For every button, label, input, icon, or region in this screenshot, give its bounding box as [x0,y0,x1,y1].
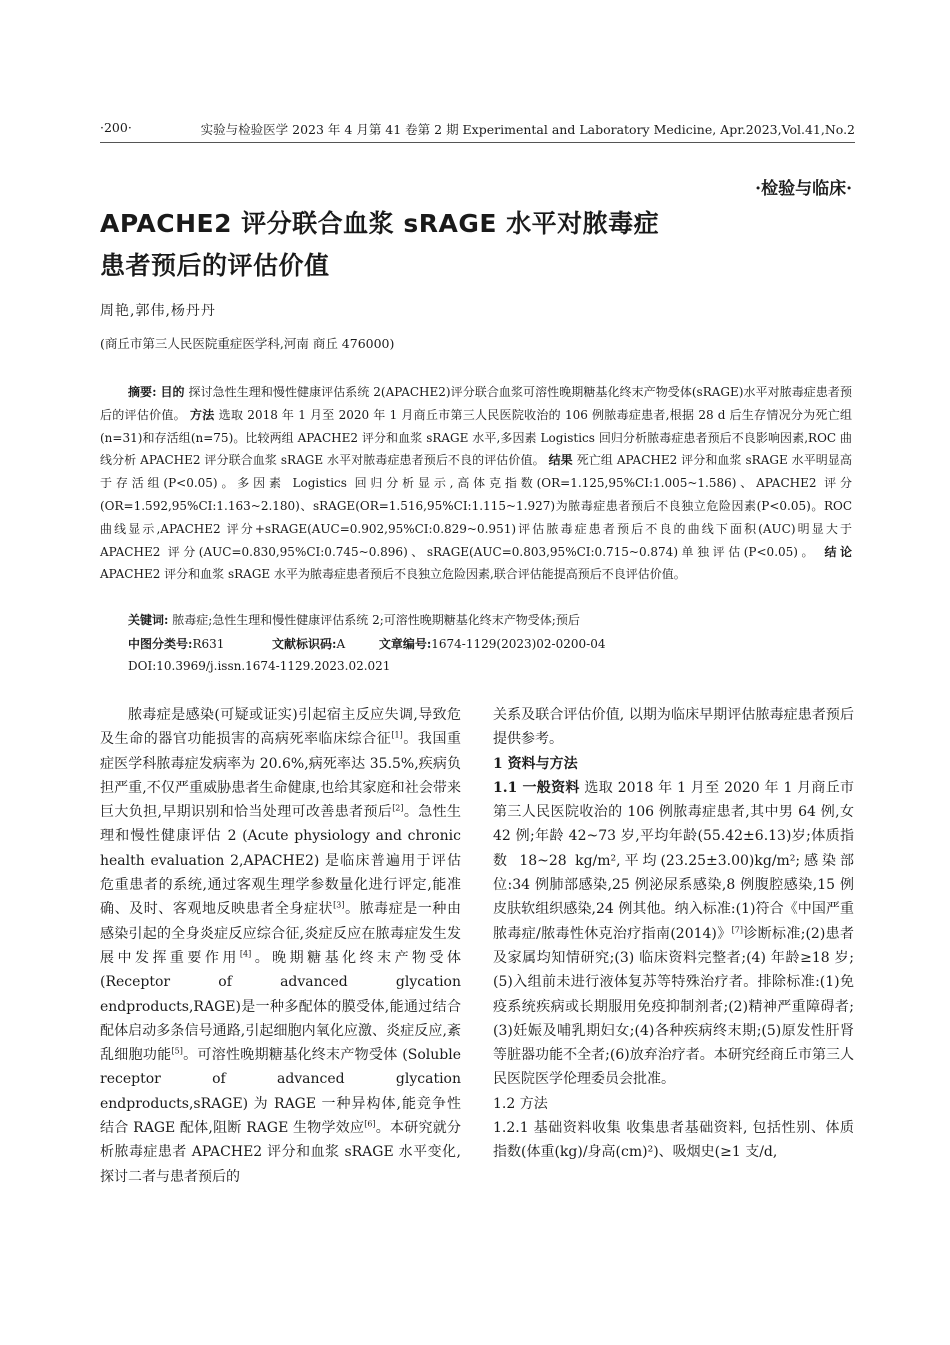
ref-2: [2] [392,803,404,813]
results-label: 结果 [548,453,573,468]
body-column-left [100,703,461,1189]
classification-line [128,635,605,652]
results-text: 死亡组 APACHE2 评分和血浆 sRAGE 水平明显高于存活组(P<0.05)。多因素 Logistics 回归分析显示,高体克指数(OR=1.125,95%CI:1.005~1.586)、APACHE2 评分(OR=1.592,95%CI:1.163~2.180)、sRAGE(OR=1.516,95%CI:1.115~1.927)为脓毒症患者预后不良独立危险因素(P<0.05)。ROC 曲线显示,APACHE2 评分+sRAGE(AUC=0.902,95%CI:0.829~0.951)评估脓毒症患者预后不良的曲线下面积(AUC)明显大于 APACHE2 评分(AUC=0.830,95%CI:0.745~0.896)、sRAGE(AUC=0.803,95%CI:0.715~0.874)单独评估(P<0.05)。 [100,453,852,559]
section-label: ·检验与临床· [755,179,852,199]
heading-1-1: 1.1 一般资料 [493,779,580,796]
ref-4: [4] [239,949,252,959]
title-line-1: APACHE2 评分联合血浆 sRAGE 水平对脓毒症 [100,209,660,238]
clc-label: 中图分类号: [128,637,193,651]
title-line-2: 患者预后的评估价值 [100,251,330,280]
methods-text: 选取 2018 年 1 月至 2020 年 1 月商丘市第三人民医院收治的 106 例脓毒症患者,根据 28 d 后生存情况分为死亡组(n=31)和存活组(n=75)。比较两组 APACHE2 评分和血浆 sRAGE 水平,多因素 Logistics 回归分析脓毒症患者预后不良影响因素,ROC 曲线分析 APACHE2 评分联合血浆 sRAGE 水平对脓毒症患者预后不良的评估价值。 [100,407,852,468]
article-no-label: 文章编号: [378,637,432,651]
objective-label: 目的 [160,385,185,399]
data-collection-paragraph: 1.2.1 基础资料收集 收集患者基础资料, 包括性别、体质指数(体重(kg)/身高(cm)²)、吸烟史(≥1 支/d, [493,1120,854,1161]
page-number: ·200· [100,120,132,135]
body-column-right [493,703,854,1165]
affiliation: (商丘市第三人民医院重症医学科,河南 商丘 476000) [100,336,395,351]
running-header [100,120,855,140]
heading-1: 1 资料与方法 [493,755,578,772]
header-rule [100,142,855,143]
keywords-line [128,611,580,628]
conclusion-label: 结论 [824,544,852,559]
doc-code-value: A [336,637,346,651]
conclusion-text: APACHE2 评分和血浆 sRAGE 水平为脓毒症患者预后不良独立危险因素,联合评估能提高预后不良评估价值。 [100,567,686,582]
ref-5: [5] [171,1046,183,1056]
authors: 周艳,郭伟,杨丹丹 [100,303,216,319]
journal-citation: 实验与检验医学 2023 年 4 月第 41 卷第 2 期 Experimental and Laboratory Medicine, Apr.2023,Vol.41,No.2 [200,122,855,137]
heading-1-2: 1.2 方法 [493,1095,548,1112]
methods-label: 方法 [190,407,215,422]
ref-3: [3] [333,900,345,910]
ref-7: [7] [731,925,743,935]
article-title [100,203,780,287]
doc-code-label: 文献标识码: [272,637,337,651]
general-data-paragraph: 1.1 一般资料 选取 2018 年 1 月至 2020 年 1 月商丘市第三人民医院收治的 106 例脓毒症患者,其中男 64 例,女 42 例;年龄 42~73 岁,平均年龄(55.42±6.13)岁;体质指数 18~28 kg/m²,平均(23.25±3.00)kg/m²;感染部位:34 例肺部感染,25 例泌尿系感染,8 例腹腔感染,15 例皮肤软组织感染,24 例其他。纳入标准:(1)符合《中国严重脓毒症/脓毒性休克治疗指南(2014)》[7]诊断标准;(2)患者及家属均知情研究;(3) 临床资料完整者;(4) 年龄≥18 岁;(5)入组前未进行液体复苏等特殊治疗者。排除标准:(1)免疫系统疾病或长期服用免疫抑制剂者;(2)精神严重障碍者;(3)妊娠及哺乳期妇女;(4)各种疾病终末期;(5)原发性肝肾等脏器功能不全者;(6)放弃治疗者。本研究经商丘市第三人民医院医学伦理委员会批准。 [493,779,854,1088]
doi: DOI:10.3969/j.issn.1674-1129.2023.02.021 [128,659,391,673]
objective-text: 探讨急性生理和慢性健康评估系统 2(APACHE2)评分联合血浆可溶性晚期糖基化终末产物受体(sRAGE)水平对脓毒症患者预后的评估价值。 [100,385,852,422]
clc-value: R631 [192,637,225,651]
keywords-label: 关键词: [128,613,169,627]
ref-1: [1] [391,730,403,740]
intro-continuation: 关系及联合评估价值, 以期为临床早期评估脓毒症患者预后提供参考。 [493,707,854,748]
keywords: 脓毒症;急性生理和慢性健康评估系统 2;可溶性晚期糖基化终末产物受体;预后 [172,613,580,627]
abstract [100,381,852,586]
ref-6: [6] [364,1119,376,1129]
intro-paragraph: 脓毒症是感染(可疑或证实)引起宿主反应失调,导致危及生命的器官功能损害的高病死率临床综合征[1]。我国重症医学科脓毒症发病率为 20.6%,病死率达 35.5%,疾病负担严重,不仅严重威胁患者生命健康,也给其家庭和社会带来巨大负担,早期识别和恰当处理可改善患者预后[2]。急性生理和慢性健康评估 2 (Acute physiology and chronic health evaluation 2,APACHE2) 是临床普遍用于评估危重患者的系统,通过客观生理学参数量化进行评定,能准确、及时、客观地反映患者全身症状[3]。脓毒症是一种由感染引起的全身炎症反应综合征,炎症反应在脓毒症发生发展中发挥重要作用[4]。晚期糖基化终末产物受体 (Receptor of advanced glycation endproducts,RAGE)是一种多配体的膜受体,能通过结合配体启动多条信号通路,引起细胞内氧化应激、炎症反应,紊乱细胞功能[5]。可溶性晚期糖基化终末产物受体 (Soluble receptor of advanced glycation endproducts,sRAGE) 为 RAGE 一种异构体,能竞争性结合 RAGE 配体,阻断 RAGE 生物学效应[6]。本研究就分析脓毒症患者 APACHE2 评分和血浆 sRAGE 水平变化,探讨二者与患者预后的 [100,707,462,1185]
heading-1-2-1: 1.2.1 基础资料收集 [493,1120,622,1137]
article-no-value: 1674-1129(2023)02-0200-04 [431,637,606,651]
abstract-label: 摘要: [128,385,157,399]
